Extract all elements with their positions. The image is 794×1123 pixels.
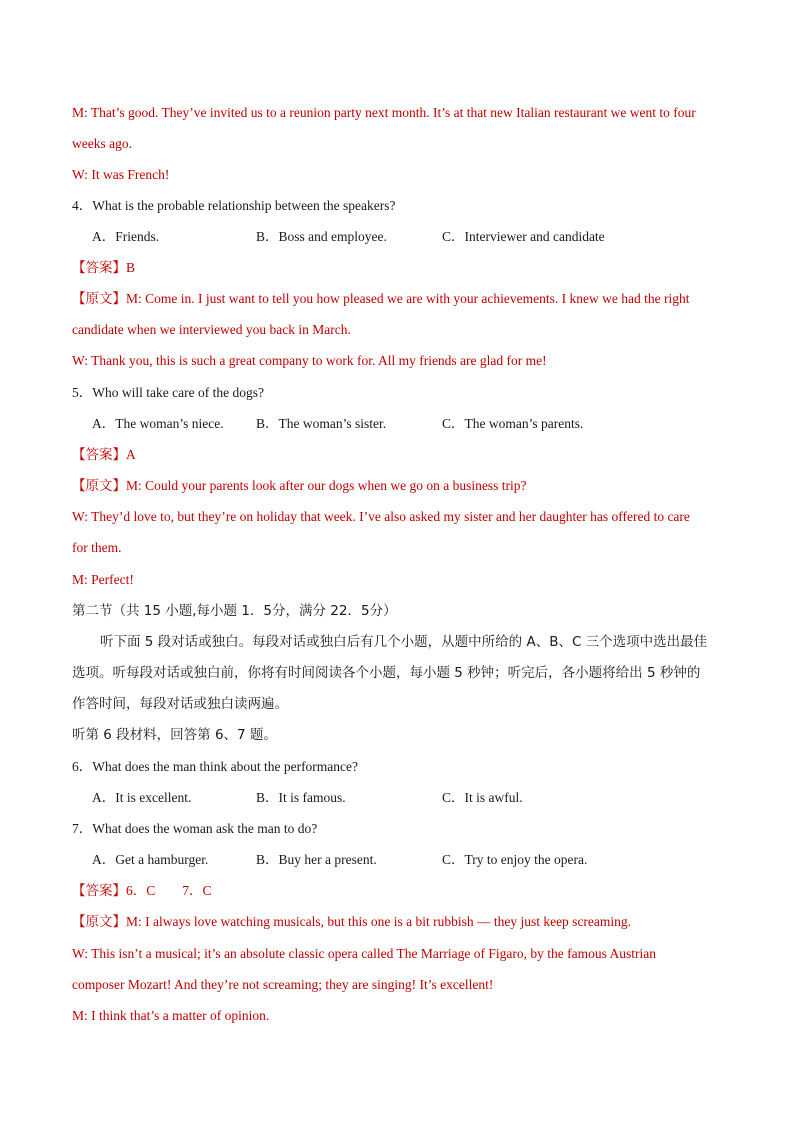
q5-option-b: B．The woman’s sister. <box>256 416 387 431</box>
instructions-line: 作答时间，每段对话或独白读两遍。 <box>72 696 288 712</box>
q5-option-a: A．The woman’s niece. <box>92 416 224 431</box>
original-tag: 【原文】 <box>72 914 126 930</box>
material-label: 听第 6 段材料，回答第 6、7 题。 <box>72 727 277 743</box>
q7-option-c: C．Try to enjoy the opera. <box>442 852 588 867</box>
transcript-line: candidate when we interviewed you back in March. <box>72 322 351 337</box>
q5-option-c: C．The woman’s parents. <box>442 416 584 431</box>
question-5: 5．Who will take care of the dogs? <box>72 385 264 400</box>
transcript-line: for them. <box>72 540 122 555</box>
answer-tag: 【答案】 <box>72 447 126 463</box>
transcript-line: M: Perfect! <box>72 572 134 587</box>
q7-transcript <box>72 913 631 931</box>
instructions-line: 听下面 5 段对话或独白。每段对话或独白后有几个小题，从题中所给的 A、B、C 三个选项中选出最佳 <box>100 634 708 650</box>
transcript-line: W: It was French! <box>72 167 170 182</box>
answer-value: 6．C 7．C <box>126 883 212 898</box>
q5-transcript <box>72 477 526 495</box>
q7-option-a: A．Get a hamburger. <box>92 852 209 867</box>
question-7: 7．What does the woman ask the man to do? <box>72 821 318 836</box>
q6-option-a: A．It is excellent. <box>92 790 192 805</box>
q7-answer <box>72 882 212 900</box>
q6-option-c: C．It is awful. <box>442 790 523 805</box>
q4-answer <box>72 259 135 277</box>
q4-option-b: B．Boss and employee. <box>256 229 387 244</box>
transcript-line: W: They’d love to, but they’re on holiday that week. I’ve also asked my sister and her daughter has offered to care <box>72 509 690 524</box>
q4-option-a: A．Friends. <box>92 229 160 244</box>
answer-tag: 【答案】 <box>72 883 126 899</box>
transcript-line: M: That’s good. They’ve invited us to a reunion party next month. It’s at that new Italian restaurant we went to four <box>72 105 696 120</box>
transcript-line: composer Mozart! And they’re not screaming; they are singing! It’s excellent! <box>72 977 494 992</box>
transcript-line: M: Could your parents look after our dogs when we go on a business trip? <box>126 478 527 493</box>
q4-transcript <box>72 290 690 308</box>
transcript-line: M: Come in. I just want to tell you how pleased we are with your achievements. I knew we had the right <box>126 291 690 306</box>
q5-answer <box>72 446 136 464</box>
section-heading: 第二节（共 15 小题,每小题 1．5分，满分 22．5分） <box>72 603 397 619</box>
transcript-line: weeks ago. <box>72 136 132 151</box>
question-6: 6．What does the man think about the performance? <box>72 759 359 774</box>
q4-option-c: C．Interviewer and candidate <box>442 229 605 244</box>
transcript-line: W: Thank you, this is such a great company to work for. All my friends are glad for me! <box>72 353 547 368</box>
transcript-line: M: I think that’s a matter of opinion. <box>72 1008 270 1023</box>
answer-tag: 【答案】 <box>72 260 126 276</box>
instructions-line: 选项。听每段对话或独白前，你将有时间阅读各个小题，每小题 5 秒钟；听完后，各小题将给出 5 秒钟的 <box>72 665 701 681</box>
transcript-line: W: This isn’t a musical; it’s an absolute classic opera called The Marriage of Figaro, by the famous Austrian <box>72 946 656 961</box>
question-4: 4．What is the probable relationship between the speakers? <box>72 198 396 213</box>
q6-option-b: B．It is famous. <box>256 790 346 805</box>
q7-option-b: B．Buy her a present. <box>256 852 377 867</box>
original-tag: 【原文】 <box>72 478 126 494</box>
original-tag: 【原文】 <box>72 291 126 307</box>
transcript-line: M: I always love watching musicals, but this one is a bit rubbish — they just keep screaming. <box>126 914 632 929</box>
answer-value: A <box>126 447 136 462</box>
answer-value: B <box>126 260 136 275</box>
